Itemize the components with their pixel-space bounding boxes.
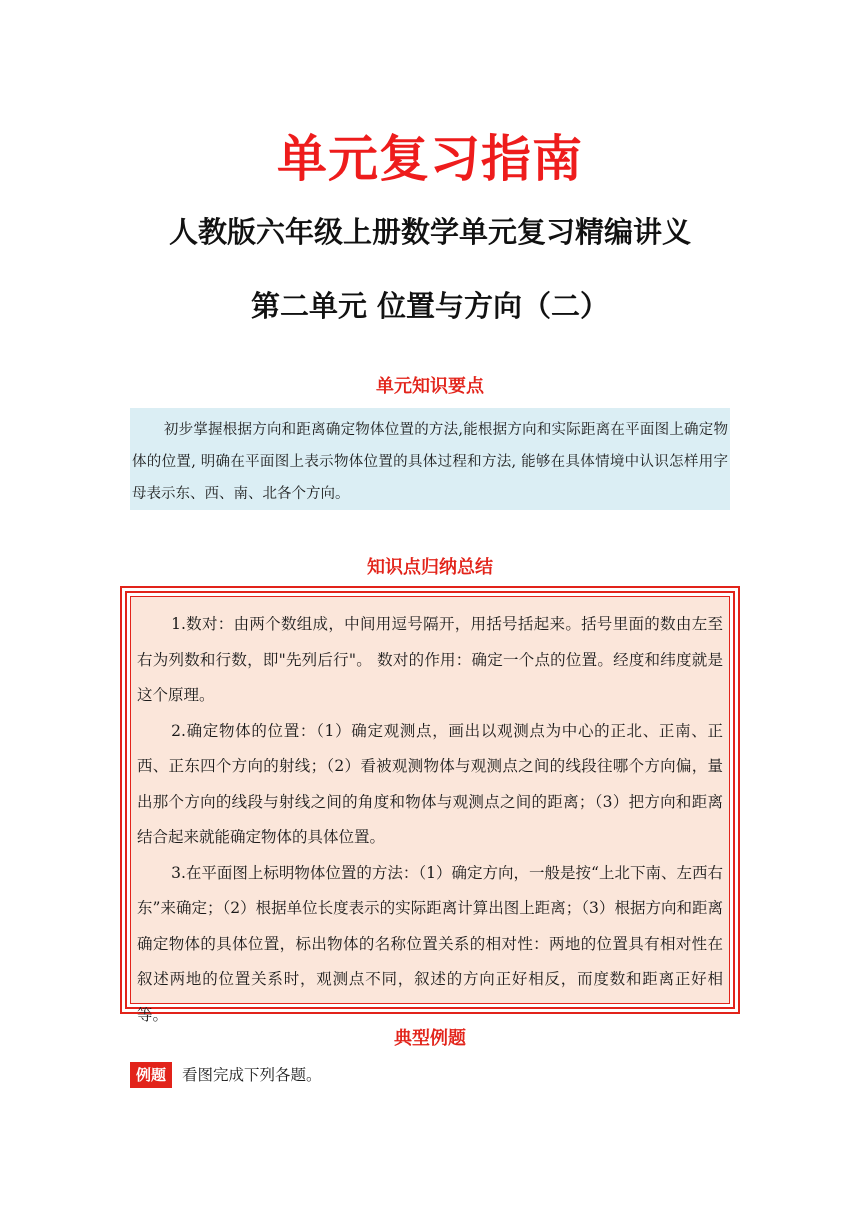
summary-box — [130, 596, 730, 1024]
example-prompt: 看图完成下列各题。 — [182, 1066, 322, 1084]
examples-heading: 典型例题 — [394, 1028, 466, 1049]
knowledge-points-text: 初步掌握根据方向和距离确定物体位置的方法,能根据方向和实际距离在平面图上确定物体的位置, 明确在平面图上表示物体位置的具体过程和方法, 能够在具体情境中认识怎样用字母表示东、西、南、北各个方向。 — [132, 422, 728, 502]
knowledge-points-box — [130, 408, 730, 510]
example-row — [130, 1060, 322, 1090]
unit-title: 第二单元 位置与方向（二） — [250, 289, 610, 323]
summary-frame — [120, 586, 740, 1024]
summary-frame-inner — [125, 591, 735, 1024]
summary-paragraph-locate-object: 2.确定物体的位置：（1）确定观测点，画出以观测点为中心的正北、正南、正西、正东四个方向的射线；（2）看被观测物体与观测点之间的线段往哪个方向偏，量出那个方向的线段与射线之间的角度和物体与观测点之间的距离；（3）把方向和距离结合起来就能确定物体的具体位置。 — [137, 721, 723, 846]
summary-paragraph-coordinates: 1.数对：由两个数组成，中间用逗号隔开，用括号括起来。括号里面的数由左至右为列数和行数，即"先列后行"。 数对的作用：确定一个点的位置。经度和纬度就是这个原理。 — [137, 615, 723, 704]
main-title: 单元复习指南 — [277, 130, 583, 188]
summary-paragraph-plan-marking: 3.在平面图上标明物体位置的方法：（1）确定方向，一般是按“上北下南、左西右东”来确定；（2）根据单位长度表示的实际距离计算出图上距离；（3）根据方向和距离确定物体的具体位置，标出物体的名称位置关系的相对性：两地的位置具有相对性在叙述两地的位置关系时，观测点不同，叙述的方向正好相反，而度数和距离正好相等。 — [137, 863, 723, 1024]
knowledge-points-heading: 单元知识要点 — [376, 376, 484, 397]
document-subtitle: 人教版六年级上册数学单元复习精编讲义 — [168, 215, 691, 249]
summary-heading: 知识点归纳总结 — [367, 557, 493, 578]
example-badge: 例题 — [130, 1062, 172, 1088]
